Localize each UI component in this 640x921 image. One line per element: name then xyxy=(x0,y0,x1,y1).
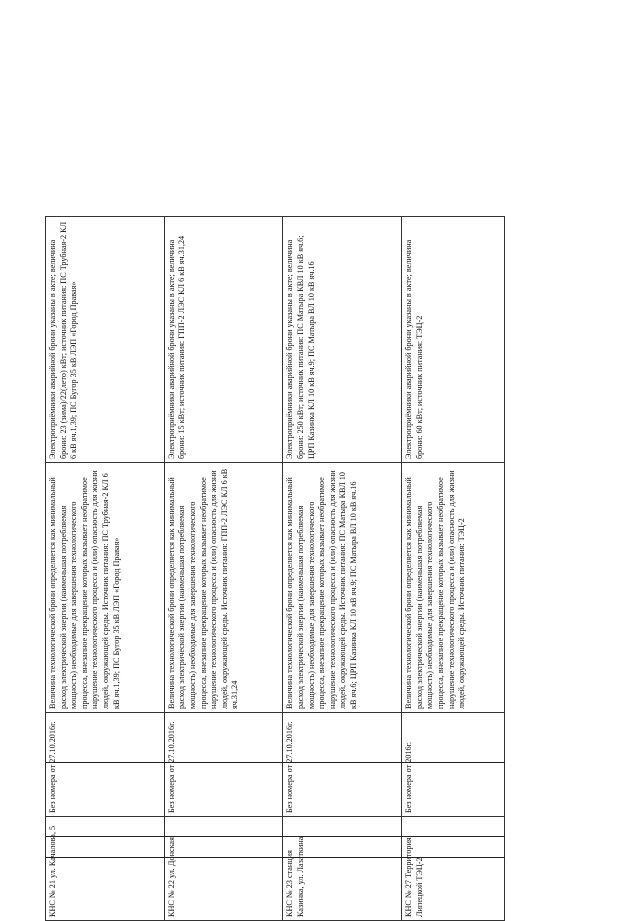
act-cell: Без номера от 27.10.2016г. xyxy=(283,713,402,817)
armor-table xyxy=(45,216,505,921)
table-row xyxy=(46,217,165,921)
act-cell: Без номера от 27.10.2016г. xyxy=(46,713,165,817)
tech-armor-cell: Величина технологической брони определяется как минимальный расход электрической энергии (наименьшая потребляемая мощность) необходимые для завершения технологического процесса, внезапное прекращение которых вызывает необратимое нарушение технологического процесса и (или) опасность для жизни людей, окружающей среды. Источник питания: ПС Трубная-2 КЛ 6 кВ яч.1,39; ПС Бугор 35 кВ ЛЭП «Город Правая» xyxy=(46,463,165,713)
tech-armor-cell: Величина технологической брони определяется как минимальный расход электрической энергии (наименьшая потребляемая мощность) необходимые для завершения технологического процесса, внезапное прекращение которых вызывает необратимое нарушение технологического процесса и (или) опасность для жизни людей, окружающей среды. Источник питания: ПС Матыра КВЛ 10 кВ яч.6; ЦРП Казинка КЛ 10 кВ яч.9; ПС Матыра ВЛ 10 кВ яч.16 xyxy=(283,463,402,713)
table-row xyxy=(164,217,283,921)
emergency-armor-cell: Электроприёмники аварийной брони указаны в акте; величина брони: 15 кВт; источник питания: ГПП-2 ЛЭС КЛ 6 кВ яч.31,24 xyxy=(164,217,283,463)
emergency-armor-cell: Электроприёмники аварийной брони указаны в акте; величина брони: 60 кВт; источник питания: ТЭЦ-2 xyxy=(402,217,505,463)
divider-line xyxy=(45,762,505,763)
object-cell: КНС № 27 Территория Липецкой ТЭЦ-2 xyxy=(402,817,505,921)
divider-line xyxy=(45,857,505,858)
object-cell: КНС № 23 станция Казинка, ул. Лазаткина xyxy=(283,817,402,921)
object-cell: КНС № 22 ул. Донская xyxy=(164,817,283,921)
object-cell: КНС № 21 ул. Качалова, 5 xyxy=(46,817,165,921)
table-row xyxy=(402,217,505,921)
emergency-armor-cell: Электроприёмники аварийной брони указаны в акте; величина брони: 23 (зима)/22(лето) кВт; источник питания: ПС Трубная-2 КЛ 6 кВ яч.1,39; ПС Бугор 35 кВ ЛЭП «Город Правая» xyxy=(46,217,165,463)
divider-line xyxy=(45,836,505,837)
tech-armor-cell: Величина технологической брони определяется как минимальный расход электрической энергии (наименьшая потребляемая мощность) необходимые для завершения технологического процесса, внезапное прекращение которых вызывает необратимое нарушение технологического процесса и (или) опасность для жизни людей, окружающей среды. Источник питания: ГПП-2 ЛЭС КЛ 6 кВ яч.31,24 xyxy=(164,463,283,713)
act-cell: Без номера от 2016г. xyxy=(402,713,505,817)
table-row xyxy=(283,217,402,921)
act-cell: Без номера от 27.10.2016г. xyxy=(164,713,283,817)
tech-armor-cell: Величина технологической брони определяется как минимальный расход электрической энергии (наименьшая потребляемая мощность) необходимые для завершения технологического процесса, внезапное прекращение которых вызывает необратимое нарушение технологического процесса и (или) опасность для жизни людей, окружающей среды. Источник питания: ТЭЦ-2 xyxy=(402,463,505,713)
rotated-table-container xyxy=(45,217,505,921)
emergency-armor-cell: Электроприёмники аварийной брони указаны в акте; величина брони: 250 кВт; источник питания: ПС Матыра КВЛ 10 кВ яч.6; ЦРП Казинка КЛ 10 кВ яч.9; ПС Матыра ВЛ 10 кВ яч.16 xyxy=(283,217,402,463)
